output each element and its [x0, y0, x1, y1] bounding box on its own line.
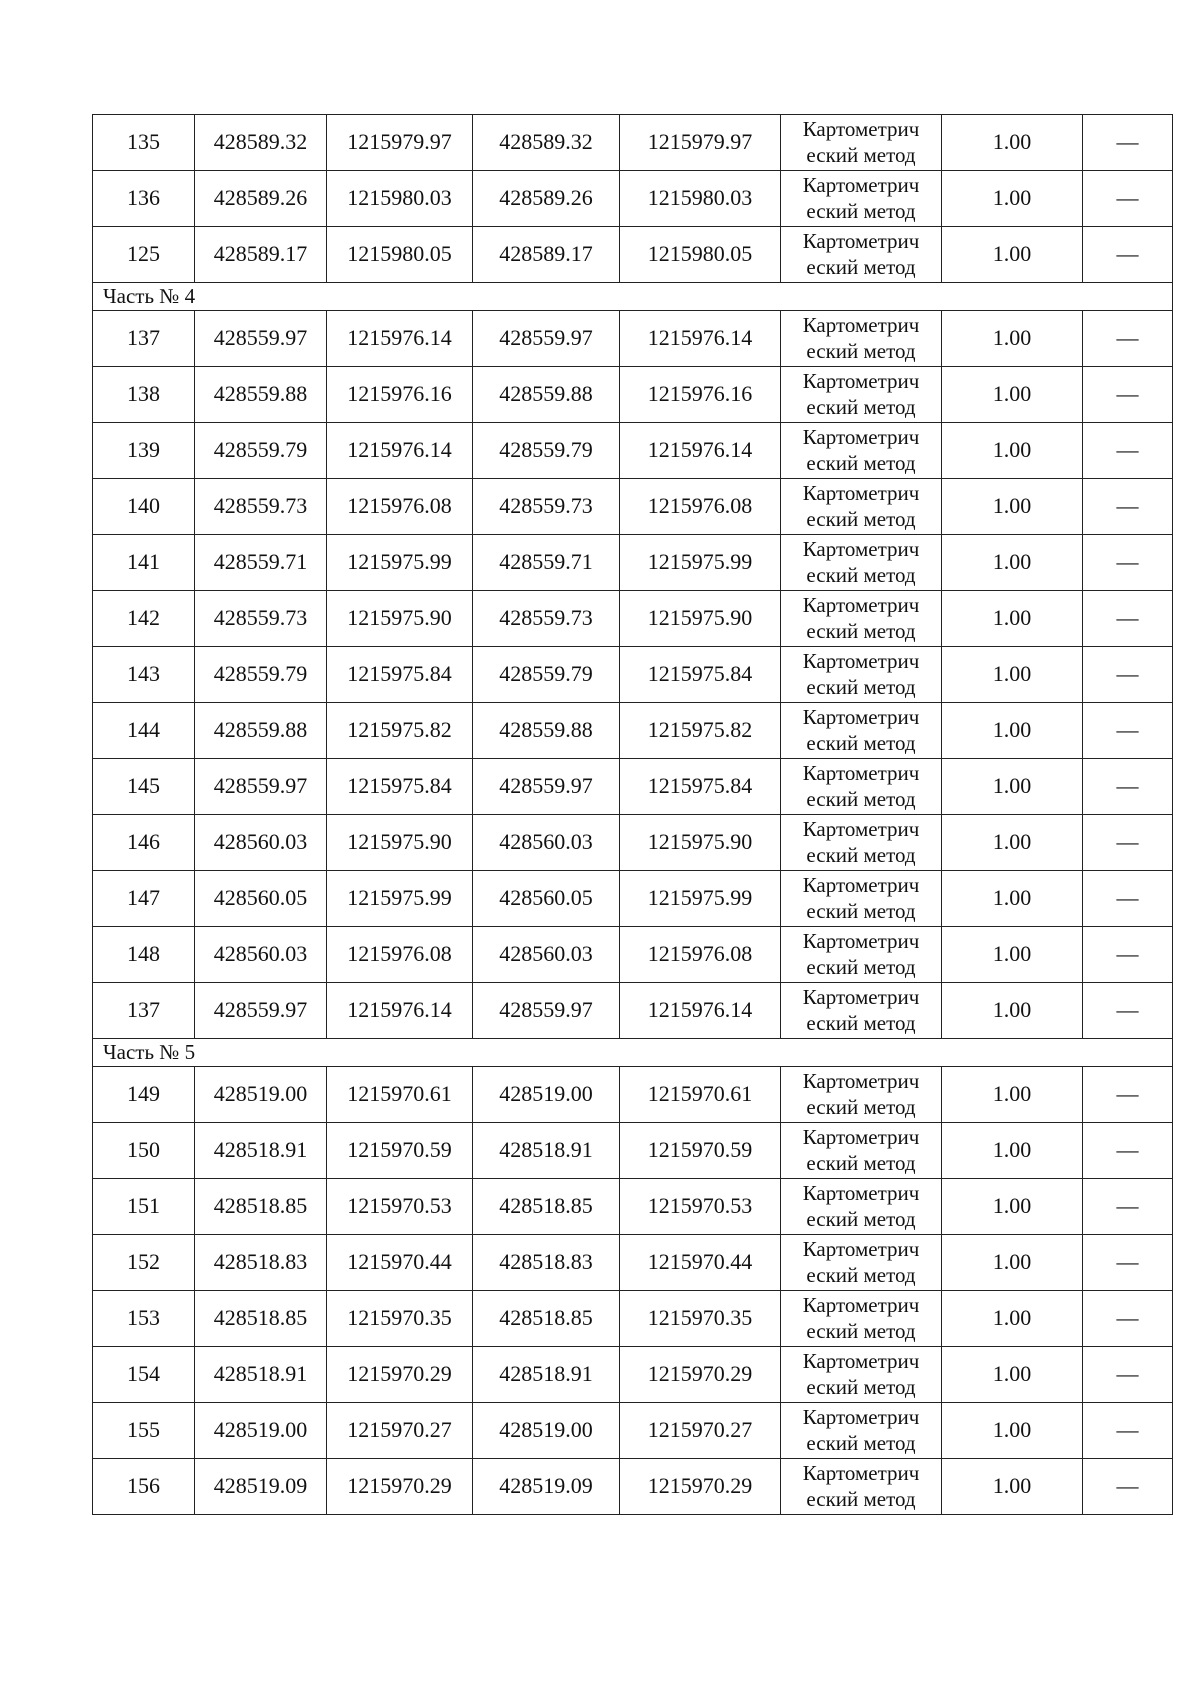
- method-cell: [781, 1347, 942, 1403]
- refined-y-cell: 1215970.29: [620, 1347, 781, 1403]
- existing-x-cell: 428559.71: [195, 535, 327, 591]
- point-number-cell: 139: [93, 423, 195, 479]
- existing-x-cell: 428559.97: [195, 311, 327, 367]
- method-text-line1: Картометрич: [802, 229, 920, 254]
- table-row: [93, 815, 1173, 871]
- refined-x-cell: 428559.73: [473, 479, 620, 535]
- note-cell: —: [1083, 227, 1173, 283]
- method-cell: [781, 311, 942, 367]
- method-cell: [781, 815, 942, 871]
- refined-y-cell: 1215975.90: [620, 815, 781, 871]
- refined-y-cell: 1215970.44: [620, 1235, 781, 1291]
- part-heading-row: [93, 283, 1173, 311]
- existing-x-cell: 428519.00: [195, 1403, 327, 1459]
- table-row: [93, 647, 1173, 703]
- table-row: [93, 115, 1173, 171]
- method-text-line2: еский метод: [806, 450, 916, 475]
- accuracy-cell: 1.00: [942, 227, 1083, 283]
- existing-x-cell: 428589.32: [195, 115, 327, 171]
- method-text-line1: Картометрич: [802, 173, 920, 198]
- method-text-line2: еский метод: [806, 142, 916, 167]
- refined-x-cell: 428519.09: [473, 1459, 620, 1515]
- method-text-line2: еский метод: [806, 338, 916, 363]
- note-cell: —: [1083, 871, 1173, 927]
- method-cell: [781, 927, 942, 983]
- existing-x-cell: 428559.79: [195, 647, 327, 703]
- existing-x-cell: 428559.73: [195, 591, 327, 647]
- method-cell: [781, 1459, 942, 1515]
- refined-y-cell: 1215976.14: [620, 423, 781, 479]
- method-cell: [781, 1291, 942, 1347]
- note-cell: —: [1083, 1179, 1173, 1235]
- method-text-line2: еский метод: [806, 842, 916, 867]
- point-number-cell: 154: [93, 1347, 195, 1403]
- refined-x-cell: 428589.26: [473, 171, 620, 227]
- method-text-line1: Картометрич: [802, 649, 920, 674]
- accuracy-cell: 1.00: [942, 1067, 1083, 1123]
- refined-x-cell: 428559.79: [473, 423, 620, 479]
- method-text-line2: еский метод: [806, 1094, 916, 1119]
- method-text-line2: еский метод: [806, 506, 916, 531]
- method-text-line1: Картометрич: [802, 593, 920, 618]
- table-row: [93, 871, 1173, 927]
- existing-x-cell: 428519.09: [195, 1459, 327, 1515]
- method-text-line2: еский метод: [806, 954, 916, 979]
- existing-y-cell: 1215975.99: [327, 535, 473, 591]
- method-text-line1: Картометрич: [802, 873, 920, 898]
- note-cell: —: [1083, 1067, 1173, 1123]
- method-text-line2: еский метод: [806, 562, 916, 587]
- refined-x-cell: 428560.05: [473, 871, 620, 927]
- table-row: [93, 703, 1173, 759]
- table-row: [93, 479, 1173, 535]
- refined-x-cell: 428559.79: [473, 647, 620, 703]
- existing-y-cell: 1215980.05: [327, 227, 473, 283]
- accuracy-cell: 1.00: [942, 1179, 1083, 1235]
- existing-x-cell: 428559.97: [195, 983, 327, 1039]
- table-row: [93, 1459, 1173, 1515]
- method-text-line1: Картометрич: [802, 1069, 920, 1094]
- refined-x-cell: 428560.03: [473, 815, 620, 871]
- method-text-line2: еский метод: [806, 1150, 916, 1175]
- note-cell: —: [1083, 1347, 1173, 1403]
- table-row: [93, 367, 1173, 423]
- method-text-line1: Картометрич: [802, 425, 920, 450]
- existing-y-cell: 1215970.53: [327, 1179, 473, 1235]
- table-row: [93, 983, 1173, 1039]
- existing-y-cell: 1215970.59: [327, 1123, 473, 1179]
- existing-y-cell: 1215975.90: [327, 815, 473, 871]
- table-row: [93, 535, 1173, 591]
- refined-x-cell: 428559.97: [473, 983, 620, 1039]
- existing-y-cell: 1215975.84: [327, 759, 473, 815]
- table-row: [93, 1235, 1173, 1291]
- method-cell: [781, 367, 942, 423]
- point-number-cell: 136: [93, 171, 195, 227]
- method-text-line1: Картометрич: [802, 761, 920, 786]
- method-text-line1: Картометрич: [802, 313, 920, 338]
- note-cell: —: [1083, 1403, 1173, 1459]
- method-text-line1: Картометрич: [802, 1349, 920, 1374]
- accuracy-cell: 1.00: [942, 535, 1083, 591]
- accuracy-cell: 1.00: [942, 927, 1083, 983]
- point-number-cell: 137: [93, 311, 195, 367]
- point-number-cell: 149: [93, 1067, 195, 1123]
- point-number-cell: 144: [93, 703, 195, 759]
- point-number-cell: 142: [93, 591, 195, 647]
- existing-x-cell: 428518.91: [195, 1347, 327, 1403]
- existing-x-cell: 428560.05: [195, 871, 327, 927]
- point-number-cell: 150: [93, 1123, 195, 1179]
- note-cell: —: [1083, 423, 1173, 479]
- point-number-cell: 151: [93, 1179, 195, 1235]
- existing-y-cell: 1215970.27: [327, 1403, 473, 1459]
- refined-y-cell: 1215979.97: [620, 115, 781, 171]
- point-number-cell: 145: [93, 759, 195, 815]
- point-number-cell: 146: [93, 815, 195, 871]
- table-row: [93, 171, 1173, 227]
- existing-y-cell: 1215970.29: [327, 1347, 473, 1403]
- method-text-line2: еский метод: [806, 198, 916, 223]
- existing-y-cell: 1215970.61: [327, 1067, 473, 1123]
- point-number-cell: 140: [93, 479, 195, 535]
- refined-y-cell: 1215976.08: [620, 479, 781, 535]
- method-cell: [781, 479, 942, 535]
- refined-y-cell: 1215970.61: [620, 1067, 781, 1123]
- existing-x-cell: 428559.88: [195, 367, 327, 423]
- existing-y-cell: 1215975.82: [327, 703, 473, 759]
- refined-y-cell: 1215975.99: [620, 871, 781, 927]
- method-cell: [781, 535, 942, 591]
- table-row: [93, 311, 1173, 367]
- accuracy-cell: 1.00: [942, 815, 1083, 871]
- accuracy-cell: 1.00: [942, 759, 1083, 815]
- method-text-line2: еский метод: [806, 898, 916, 923]
- accuracy-cell: 1.00: [942, 1459, 1083, 1515]
- method-cell: [781, 983, 942, 1039]
- refined-y-cell: 1215975.99: [620, 535, 781, 591]
- accuracy-cell: 1.00: [942, 591, 1083, 647]
- accuracy-cell: 1.00: [942, 1123, 1083, 1179]
- existing-x-cell: 428518.83: [195, 1235, 327, 1291]
- refined-x-cell: 428559.88: [473, 367, 620, 423]
- method-text-line1: Картометрич: [802, 369, 920, 394]
- point-number-cell: 147: [93, 871, 195, 927]
- note-cell: —: [1083, 1235, 1173, 1291]
- method-text-line1: Картометрич: [802, 1293, 920, 1318]
- refined-y-cell: 1215976.16: [620, 367, 781, 423]
- existing-y-cell: 1215975.99: [327, 871, 473, 927]
- accuracy-cell: 1.00: [942, 1235, 1083, 1291]
- existing-x-cell: 428518.85: [195, 1179, 327, 1235]
- method-cell: [781, 1067, 942, 1123]
- refined-y-cell: 1215970.27: [620, 1403, 781, 1459]
- refined-x-cell: 428560.03: [473, 927, 620, 983]
- note-cell: —: [1083, 703, 1173, 759]
- refined-y-cell: 1215976.14: [620, 983, 781, 1039]
- refined-x-cell: 428519.00: [473, 1067, 620, 1123]
- existing-x-cell: 428559.97: [195, 759, 327, 815]
- existing-x-cell: 428559.79: [195, 423, 327, 479]
- note-cell: —: [1083, 1291, 1173, 1347]
- existing-y-cell: 1215976.14: [327, 983, 473, 1039]
- method-cell: [781, 591, 942, 647]
- table-row: [93, 1067, 1173, 1123]
- refined-y-cell: 1215980.05: [620, 227, 781, 283]
- table-row: [93, 1179, 1173, 1235]
- point-number-cell: 141: [93, 535, 195, 591]
- existing-y-cell: 1215970.29: [327, 1459, 473, 1515]
- method-cell: [781, 1179, 942, 1235]
- existing-y-cell: 1215980.03: [327, 171, 473, 227]
- method-cell: [781, 1235, 942, 1291]
- table-row: [93, 1403, 1173, 1459]
- existing-x-cell: 428559.73: [195, 479, 327, 535]
- method-text-line1: Картометрич: [802, 537, 920, 562]
- accuracy-cell: 1.00: [942, 1347, 1083, 1403]
- method-text-line2: еский метод: [806, 1430, 916, 1455]
- refined-x-cell: 428519.00: [473, 1403, 620, 1459]
- note-cell: —: [1083, 815, 1173, 871]
- table-row: [93, 759, 1173, 815]
- existing-x-cell: 428518.91: [195, 1123, 327, 1179]
- method-text-line2: еский метод: [806, 254, 916, 279]
- accuracy-cell: 1.00: [942, 983, 1083, 1039]
- existing-y-cell: 1215976.16: [327, 367, 473, 423]
- existing-x-cell: 428560.03: [195, 927, 327, 983]
- method-text-line2: еский метод: [806, 1318, 916, 1343]
- existing-x-cell: 428559.88: [195, 703, 327, 759]
- refined-x-cell: 428559.97: [473, 311, 620, 367]
- note-cell: —: [1083, 367, 1173, 423]
- accuracy-cell: 1.00: [942, 311, 1083, 367]
- method-text-line1: Картометрич: [802, 117, 920, 142]
- refined-x-cell: 428589.32: [473, 115, 620, 171]
- refined-y-cell: 1215970.59: [620, 1123, 781, 1179]
- method-text-line2: еский метод: [806, 1206, 916, 1231]
- table-row: [93, 927, 1173, 983]
- method-text-line1: Картометрич: [802, 1405, 920, 1430]
- note-cell: —: [1083, 171, 1173, 227]
- method-text-line1: Картометрич: [802, 1125, 920, 1150]
- existing-y-cell: 1215976.08: [327, 479, 473, 535]
- method-text-line1: Картометрич: [802, 985, 920, 1010]
- refined-x-cell: 428518.85: [473, 1179, 620, 1235]
- point-number-cell: 153: [93, 1291, 195, 1347]
- accuracy-cell: 1.00: [942, 115, 1083, 171]
- note-cell: —: [1083, 983, 1173, 1039]
- refined-y-cell: 1215975.84: [620, 647, 781, 703]
- existing-y-cell: 1215975.84: [327, 647, 473, 703]
- point-number-cell: 148: [93, 927, 195, 983]
- accuracy-cell: 1.00: [942, 171, 1083, 227]
- method-cell: [781, 703, 942, 759]
- refined-x-cell: 428518.83: [473, 1235, 620, 1291]
- existing-y-cell: 1215976.14: [327, 423, 473, 479]
- refined-x-cell: 428559.88: [473, 703, 620, 759]
- note-cell: —: [1083, 479, 1173, 535]
- existing-x-cell: 428518.85: [195, 1291, 327, 1347]
- method-text-line2: еский метод: [806, 394, 916, 419]
- method-text-line1: Картометрич: [802, 481, 920, 506]
- accuracy-cell: 1.00: [942, 479, 1083, 535]
- method-text-line1: Картометрич: [802, 1181, 920, 1206]
- accuracy-cell: 1.00: [942, 647, 1083, 703]
- method-cell: [781, 759, 942, 815]
- existing-y-cell: 1215976.08: [327, 927, 473, 983]
- existing-x-cell: 428519.00: [195, 1067, 327, 1123]
- existing-x-cell: 428560.03: [195, 815, 327, 871]
- accuracy-cell: 1.00: [942, 367, 1083, 423]
- table-row: [93, 1291, 1173, 1347]
- method-text-line2: еский метод: [806, 618, 916, 643]
- method-text-line1: Картометрич: [802, 1237, 920, 1262]
- accuracy-cell: 1.00: [942, 703, 1083, 759]
- existing-y-cell: 1215970.35: [327, 1291, 473, 1347]
- method-cell: [781, 1123, 942, 1179]
- table-row: [93, 1347, 1173, 1403]
- existing-y-cell: 1215970.44: [327, 1235, 473, 1291]
- table-row: [93, 423, 1173, 479]
- existing-x-cell: 428589.17: [195, 227, 327, 283]
- refined-y-cell: 1215975.82: [620, 703, 781, 759]
- part-heading-row: [93, 1039, 1173, 1067]
- method-cell: [781, 647, 942, 703]
- refined-y-cell: 1215975.84: [620, 759, 781, 815]
- method-text-line2: еский метод: [806, 1010, 916, 1035]
- existing-y-cell: 1215976.14: [327, 311, 473, 367]
- point-number-cell: 137: [93, 983, 195, 1039]
- note-cell: —: [1083, 647, 1173, 703]
- table-row: [93, 1123, 1173, 1179]
- method-text-line2: еский метод: [806, 1262, 916, 1287]
- accuracy-cell: 1.00: [942, 1403, 1083, 1459]
- refined-y-cell: 1215976.14: [620, 311, 781, 367]
- refined-x-cell: 428518.91: [473, 1347, 620, 1403]
- part-heading: Часть № 4: [93, 283, 1173, 311]
- note-cell: —: [1083, 927, 1173, 983]
- note-cell: —: [1083, 1123, 1173, 1179]
- accuracy-cell: 1.00: [942, 871, 1083, 927]
- table-row: [93, 227, 1173, 283]
- method-cell: [781, 227, 942, 283]
- point-number-cell: 125: [93, 227, 195, 283]
- refined-x-cell: 428559.73: [473, 591, 620, 647]
- method-text-line2: еский метод: [806, 1486, 916, 1511]
- note-cell: —: [1083, 1459, 1173, 1515]
- method-text-line1: Картометрич: [802, 817, 920, 842]
- existing-y-cell: 1215979.97: [327, 115, 473, 171]
- method-text-line1: Картометрич: [802, 929, 920, 954]
- point-number-cell: 138: [93, 367, 195, 423]
- refined-y-cell: 1215970.35: [620, 1291, 781, 1347]
- existing-x-cell: 428589.26: [195, 171, 327, 227]
- point-number-cell: 143: [93, 647, 195, 703]
- point-number-cell: 155: [93, 1403, 195, 1459]
- method-text-line2: еский метод: [806, 786, 916, 811]
- method-text-line2: еский метод: [806, 730, 916, 755]
- refined-y-cell: 1215980.03: [620, 171, 781, 227]
- method-text-line1: Картометрич: [802, 705, 920, 730]
- note-cell: —: [1083, 115, 1173, 171]
- accuracy-cell: 1.00: [942, 1291, 1083, 1347]
- table-row: [93, 591, 1173, 647]
- method-cell: [781, 1403, 942, 1459]
- note-cell: —: [1083, 535, 1173, 591]
- refined-y-cell: 1215975.90: [620, 591, 781, 647]
- refined-x-cell: 428559.71: [473, 535, 620, 591]
- refined-x-cell: 428518.85: [473, 1291, 620, 1347]
- note-cell: —: [1083, 759, 1173, 815]
- point-number-cell: 135: [93, 115, 195, 171]
- refined-x-cell: 428559.97: [473, 759, 620, 815]
- point-number-cell: 156: [93, 1459, 195, 1515]
- note-cell: —: [1083, 311, 1173, 367]
- method-text-line2: еский метод: [806, 674, 916, 699]
- refined-y-cell: 1215970.53: [620, 1179, 781, 1235]
- refined-x-cell: 428589.17: [473, 227, 620, 283]
- existing-y-cell: 1215975.90: [327, 591, 473, 647]
- method-text-line1: Картометрич: [802, 1461, 920, 1486]
- method-cell: [781, 171, 942, 227]
- method-text-line2: еский метод: [806, 1374, 916, 1399]
- method-cell: [781, 871, 942, 927]
- refined-x-cell: 428518.91: [473, 1123, 620, 1179]
- method-cell: [781, 423, 942, 479]
- refined-y-cell: 1215970.29: [620, 1459, 781, 1515]
- part-heading: Часть № 5: [93, 1039, 1173, 1067]
- refined-y-cell: 1215976.08: [620, 927, 781, 983]
- coordinates-table-body: [93, 115, 1173, 1515]
- coordinates-table: [92, 114, 1173, 1515]
- accuracy-cell: 1.00: [942, 423, 1083, 479]
- point-number-cell: 152: [93, 1235, 195, 1291]
- note-cell: —: [1083, 591, 1173, 647]
- method-cell: [781, 115, 942, 171]
